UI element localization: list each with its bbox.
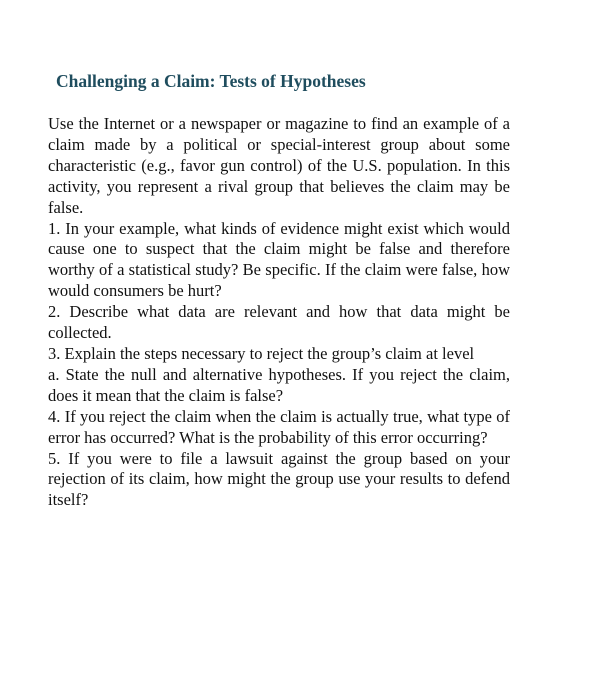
question-2: 2. Describe what data are relevant and how that data might be collected. [48,302,510,343]
question-4: 4. If you reject the claim when the claim is actually true, what type of error has occurred? What is the probability of this error occurring? [48,406,510,447]
question-5: 5. If you were to file a lawsuit against the group based on your rejection of its claim, how might the group use your results to defend itself? [48,448,510,510]
question-3a: a. State the null and alternative hypotheses. If you reject the claim, does it mean that the claim is false? [48,364,510,405]
intro-paragraph: Use the Internet or a newspaper or magazine to find an example of a claim made by a political or special-interest group about some characteristic (e.g., favor gun control) of the U.S. population. In this activity, you represent a rival group that believes the claim may be false. [48,114,510,217]
question-1: 1. In your example, what kinds of evidence might exist which would cause one to suspect that the claim might be false and therefore worthy of a statistical study? Be specific. If the claim were false, how would consumers be hurt? [48,218,510,301]
question-3: 3. Explain the steps necessary to reject the group’s claim at level [48,343,475,363]
document-heading: Challenging a Claim: Tests of Hypotheses [56,71,366,91]
document-body [48,114,510,511]
